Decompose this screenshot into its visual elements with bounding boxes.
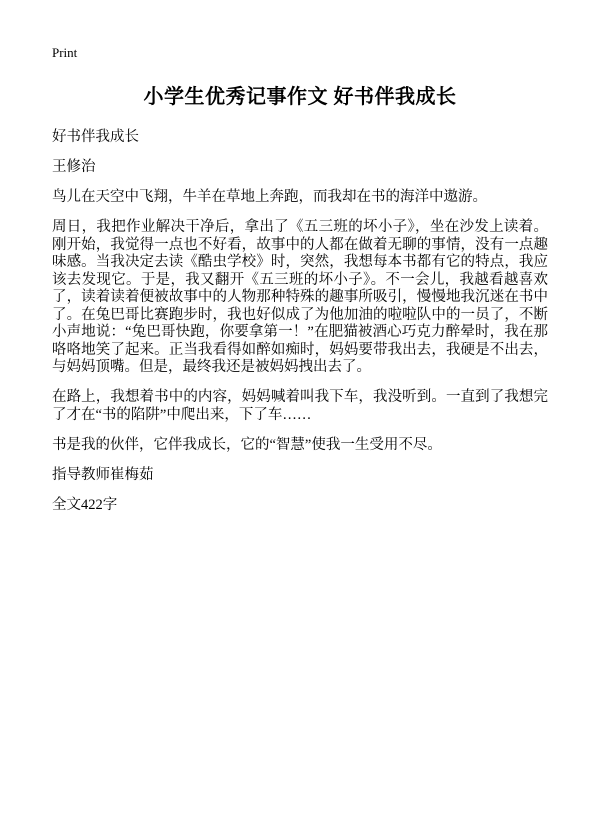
essay-title-line: 好书伴我成长 bbox=[52, 129, 139, 145]
paragraph-closing: 书是我的伙伴，它伴我成长，它的“智慧”使我一生受用不尽。 bbox=[52, 436, 442, 453]
paragraph-main: 周日，我把作业解决干净后，拿出了《五三班的坏小子》，坐在沙发上读着。刚开始，我觉得一点也不好看，故事中的人都在做着无聊的事情，没有一点趣味感。当我决定去读《酷虫学校》时，突然，我想每本书都有它的特点，我应该去发现它。于是，我又翻开《五三班的坏小子》。不一会儿，我越看越喜欢了，读着读着便被故事中的人物那种特殊的趣事所吸引，慢慢地我沉迷在书中了。在兔巴哥比赛跑步时，我也好似成了为他加油的啦啦队中的一员了，不断小声地说：“兔巴哥快跑，你要拿第一！”在肥猫被酒心巧克力醉晕时，我在那咯咯地笑了起来。正当我看得如醉如痴时，妈妈要带我出去，我硬是不出去，与妈妈顶嘴。但是，最终我还是被妈妈拽出去了。 bbox=[52, 219, 548, 375]
page-title: 小学生优秀记事作文 好书伴我成长 bbox=[143, 86, 457, 108]
paragraph-road: 在路上，我想着书中的内容，妈妈喊着叫我下车，我没听到。一直到了我想完了才在“书的陷阱”中爬出来，下了车…… bbox=[52, 389, 548, 423]
print-link[interactable]: Print bbox=[52, 45, 78, 60]
word-count: 全文422字 bbox=[52, 496, 118, 513]
teacher-credit: 指导教师崔梅茹 bbox=[52, 466, 154, 483]
author-name: 王修治 bbox=[52, 159, 96, 175]
paragraph-intro: 鸟儿在天空中飞翔，牛羊在草地上奔跑，而我却在书的海洋中遨游。 bbox=[52, 189, 487, 205]
